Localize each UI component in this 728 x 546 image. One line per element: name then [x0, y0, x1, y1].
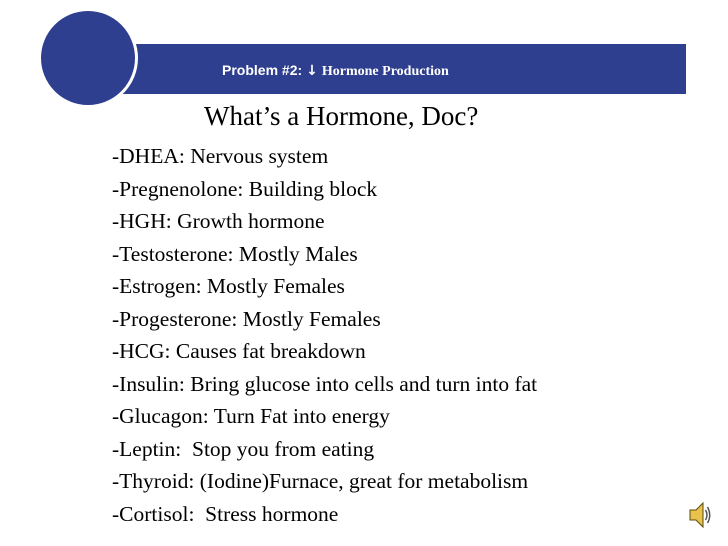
list-item: -HCG: Causes fat breakdown — [112, 339, 366, 363]
hormone-list — [112, 140, 537, 530]
list-item: -Thyroid: (Iodine)Furnace, great for metabolism — [112, 469, 529, 493]
header-topic: Hormone Production — [321, 64, 449, 79]
speaker-icon[interactable] — [688, 500, 712, 530]
header-decorative-circle — [38, 8, 138, 108]
list-item: -Cortisol: Stress hormone — [112, 501, 339, 526]
header-prefix: Problem #2: — [222, 62, 303, 78]
slide-title: What’s a Hormone, Doc? — [204, 101, 479, 131]
down-arrow-icon: ↓ — [306, 63, 318, 79]
list-item: -Leptin: Stop you from eating — [112, 436, 375, 461]
speaker-icon-graphic — [688, 500, 712, 530]
list-item: -Estrogen: Mostly Females — [112, 274, 345, 298]
list-item: -Testosterone: Mostly Males — [112, 241, 358, 266]
list-item: -HGH: Growth hormone — [112, 209, 325, 233]
list-item: -Insulin: Bring glucose into cells and turn into fat — [112, 371, 538, 396]
list-item: -Progesterone: Mostly Females — [112, 306, 381, 331]
list-item: -Pregnenolone: Building block — [112, 176, 378, 201]
list-item: -DHEA: Nervous system — [112, 144, 329, 168]
header-label — [222, 60, 449, 80]
list-item: -Glucagon: Turn Fat into energy — [112, 404, 390, 428]
